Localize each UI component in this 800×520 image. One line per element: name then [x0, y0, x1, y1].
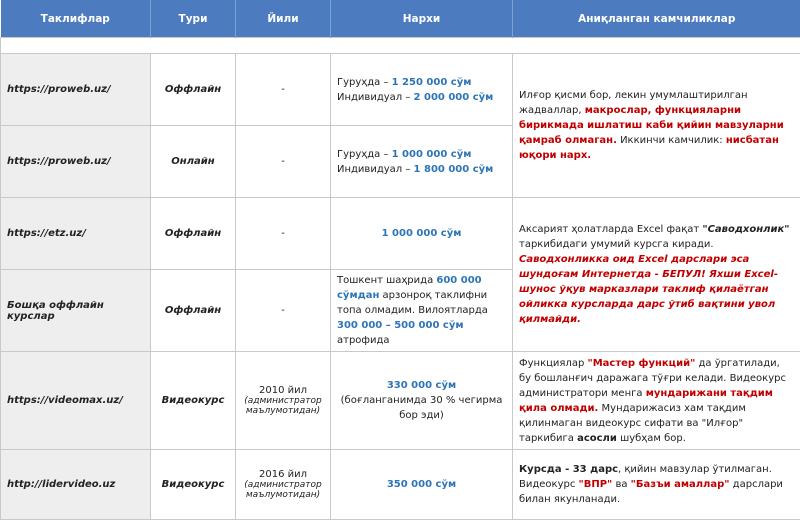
course-type: Онлайн	[151, 126, 236, 198]
price-cell	[331, 126, 513, 198]
course-type: Оффлайн	[151, 198, 236, 270]
price-group-line	[337, 75, 506, 90]
header-type: Тури	[151, 0, 236, 38]
price-value: 1 000 000 сўм	[382, 228, 462, 239]
site-link[interactable]: https://proweb.uz/	[1, 126, 151, 198]
price-individual-line	[337, 90, 506, 105]
site-link[interactable]: http://lidervideo.uz	[1, 450, 151, 520]
price-cell: Тошкент шаҳрида 600 000 сўмдан арзонроқ таклифни топа олмадим. Вилоятларда 300 000 – 500 000 сўм атрофида	[331, 270, 513, 352]
table-row	[1, 198, 800, 270]
course-type: Видеокурс	[151, 352, 236, 450]
price-cell	[331, 352, 513, 450]
course-year: -	[236, 126, 331, 198]
site-label: Бошқа оффлайн курслар	[1, 270, 151, 352]
course-type: Оффлайн	[151, 54, 236, 126]
shortcomings-cell: Аксарият ҳолатларда Excel фақат "Саводхонлик" таркибидаги умумий курсга киради. Саводхонликка оид Excel дарслари эса шундоғам Интернетда - БЕПУЛ! Яхши Excel-шунос ўқув марказлари таклиф қилаётган ойликка курсларда дарс ўтиб вақтини увол қилмайди.	[513, 198, 800, 352]
course-type: Оффлайн	[151, 270, 236, 352]
price-note: (боғланганимда 30 % чегирма бор эди)	[337, 393, 506, 423]
price-individual-value: 1 800 000 сўм	[414, 164, 494, 175]
price-individual-label: Индивидуал –	[337, 92, 410, 103]
price-cell	[331, 450, 513, 520]
price-group-value: 1 250 000 сўм	[392, 77, 472, 88]
price-individual-line	[337, 162, 506, 177]
shortcomings-cell: Илғор қисми бор, лекин умумлаштирилган жадваллар, макрослар, функцияларни бирикмада ишлатиш каби қийин мавзуларни қамраб олмаган. Иккинчи камчилик: нисбатан юқори нарх.	[513, 54, 800, 198]
course-year: 2010 йил (администратор маълумотидан)	[236, 352, 331, 450]
table-row	[1, 352, 800, 450]
site-link[interactable]: https://videomax.uz/	[1, 352, 151, 450]
course-year: 2016 йил (администратор маълумотидан)	[236, 450, 331, 520]
course-year: -	[236, 54, 331, 126]
header-shortcomings: Аниқланган камчиликлар	[513, 0, 800, 38]
price-value: 350 000 сўм	[387, 479, 456, 490]
price-individual-value: 2 000 000 сўм	[414, 92, 494, 103]
shortcomings-cell: Функциялар "Мастер функций" да ўргатилади, бу бошланғич даражага тўғри келади. Видеокурс администратори менга мундарижани тақдим қила олмади. Мундарижасиз хам тақдим қилинмаган видеокурс сифати ва "Илғор" таркибига асосли шубҳам бор.	[513, 352, 800, 450]
course-year: -	[236, 270, 331, 352]
header-price: Нархи	[331, 0, 513, 38]
year-note: (администратор маълумотидан)	[242, 480, 324, 500]
site-link[interactable]: https://proweb.uz/	[1, 54, 151, 126]
table-row	[1, 54, 800, 126]
price-cell	[331, 54, 513, 126]
price-group-label: Гуруҳда –	[337, 77, 388, 88]
course-type: Видеокурс	[151, 450, 236, 520]
price-group-label: Гуруҳда –	[337, 149, 388, 160]
year-note: (администратор маълумотидан)	[242, 396, 324, 416]
course-year: -	[236, 198, 331, 270]
site-link[interactable]: https://etz.uz/	[1, 198, 151, 270]
shortcomings-cell: Курсда - 33 дарс, қийин мавзулар ўтилмаган. Видеокурс "ВПР" ва "Базъи амаллар" дарслари билан якунланади.	[513, 450, 800, 520]
price-group-value: 1 000 000 сўм	[392, 149, 472, 160]
header-row	[1, 0, 800, 38]
header-offers: Таклифлар	[1, 0, 151, 38]
price-individual-label: Индивидуал –	[337, 164, 410, 175]
table-row	[1, 450, 800, 520]
spacer-row	[1, 38, 800, 54]
price-group-line	[337, 147, 506, 162]
header-year: Йили	[236, 0, 331, 38]
price-value: 330 000 сўм	[337, 378, 506, 393]
price-cell	[331, 198, 513, 270]
